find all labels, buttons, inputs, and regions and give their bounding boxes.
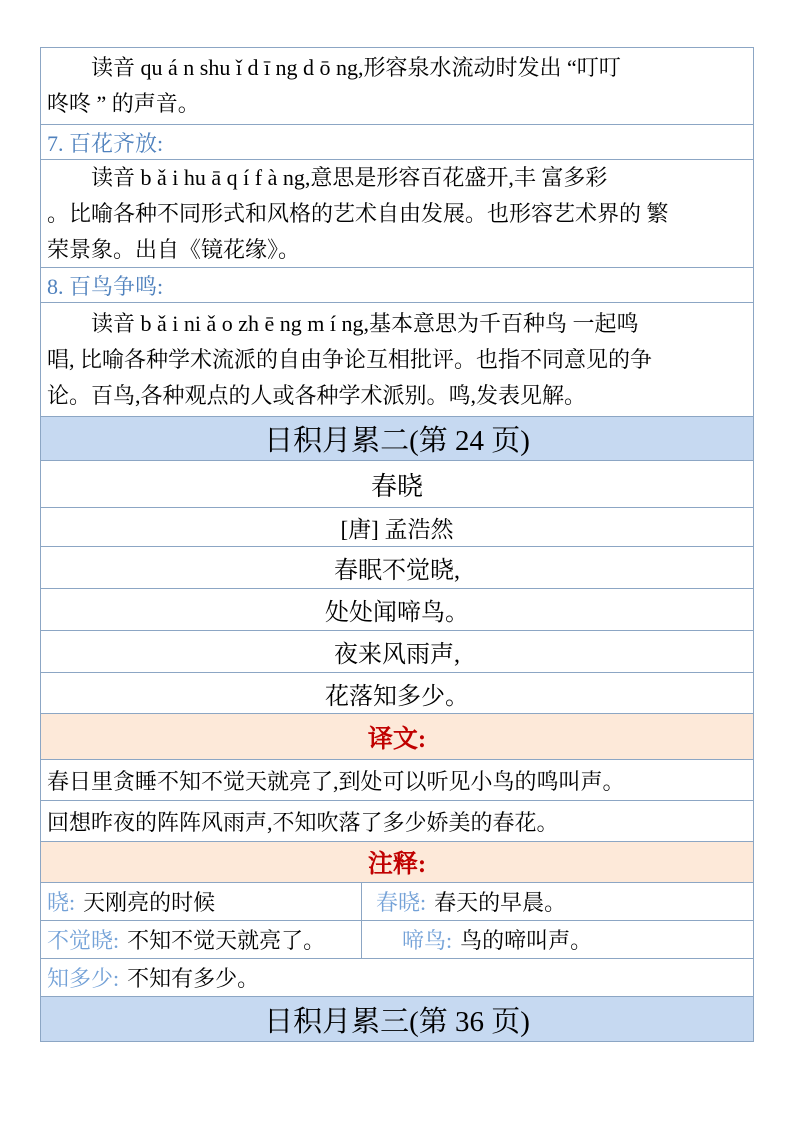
paragraph-line: 荣景象。出自《镜花缘》。: [47, 236, 301, 262]
note-definition: 不知有多少。: [127, 966, 260, 991]
paragraph-line: 论。百鸟,各种观点的人或各种学术派别。鸣,发表见解。: [47, 382, 587, 408]
notes-table: [40, 47, 754, 1042]
poem-line-2: [41, 588, 753, 630]
paragraph-line: 读音 b ǎ i hu ā q í f à ng,意思是形容百花盛开,丰 富多彩: [91, 164, 608, 190]
translation-line-1: [41, 759, 753, 800]
poem-line-text: 夜来风雨声,: [334, 642, 460, 668]
note-row-2: [41, 920, 753, 958]
translation-banner: [41, 713, 753, 759]
note-term: 啼鸟:: [402, 928, 453, 953]
poem-line-1: [41, 546, 753, 588]
paragraph-line: 唱, 比喻各种学术流派的自由争论互相批评。也指不同意见的争: [47, 346, 653, 372]
section-banner-riyijilei-3: [41, 996, 753, 1041]
definition-bainiaozhengming: [41, 302, 753, 416]
note-term: 春晓:: [376, 890, 427, 915]
section-banner-title: 日积月累三(第 36 页): [264, 1005, 530, 1038]
note-definition: 不知不觉天就亮了。: [127, 928, 326, 953]
item-header-8-bainiaozhengming: [41, 267, 753, 302]
paragraph-line: 读音 qu á n shu ǐ d ī ng d ō ng,形容泉水流动时发出 “叮叮: [91, 55, 621, 80]
note-term: 知多少:: [47, 966, 120, 991]
note-term: 不觉晓:: [47, 928, 120, 953]
poem-line-3: [41, 630, 753, 672]
section-banner-title: 日积月累二(第 24 页): [264, 425, 530, 457]
note-cell-chunxiao: [362, 883, 753, 920]
note-definition: 鸟的啼叫声。: [460, 928, 593, 953]
paragraph-line: 读音 b ǎ i ni ǎ o zh ē ng m í ng,基本意思为千百种鸟 一起鸣: [91, 310, 639, 336]
translation-text: 回想昨夜的阵阵风雨声,不知吹落了多少娇美的春花。: [47, 809, 559, 835]
translation-text: 春日里贪睡不知不觉天就亮了,到处可以听见小鸟的鸣叫声。: [47, 768, 625, 794]
note-row-1: [41, 882, 753, 920]
note-cell-xiao: [41, 883, 362, 920]
note-term: 晓:: [47, 890, 76, 915]
definition-baihuaqifang: [41, 159, 753, 267]
annotation-banner-label: 注释:: [367, 851, 427, 878]
item-header-7-baihuaqifang: [41, 124, 753, 159]
note-cell-bujuexiao: [41, 921, 362, 958]
paragraph-line: 。比喻各种不同形式和风格的艺术自由发展。也形容艺术界的 繁: [47, 200, 669, 226]
poem-line-text: 处处闻啼鸟。: [325, 600, 469, 626]
definition-quanshui-dingdong: [41, 48, 753, 124]
poem-line-4: [41, 672, 753, 713]
translation-banner-label: 译文:: [367, 725, 427, 753]
note-definition: 春天的早晨。: [434, 890, 567, 915]
item-header-label: 7. 百花齐放:: [47, 130, 164, 156]
item-header-label: 8. 百鸟争鸣:: [47, 273, 164, 299]
note-row-3: [41, 958, 753, 996]
section-banner-riyijilei-2: [41, 416, 753, 460]
note-definition: 天刚亮的时候: [83, 890, 216, 915]
poem-title-text: 春晓: [370, 471, 423, 501]
poem-author: [41, 507, 753, 546]
annotation-banner: [41, 841, 753, 882]
poem-title: [41, 460, 753, 507]
poem-author-text: [唐] 孟浩然: [340, 516, 454, 542]
poem-line-text: 花落知多少。: [325, 683, 469, 710]
paragraph-line: 咚咚 ” 的声音。: [47, 91, 200, 116]
poem-line-text: 春眠不觉晓,: [334, 558, 460, 584]
translation-line-2: [41, 800, 753, 841]
note-cell-tiniao: [362, 921, 753, 958]
